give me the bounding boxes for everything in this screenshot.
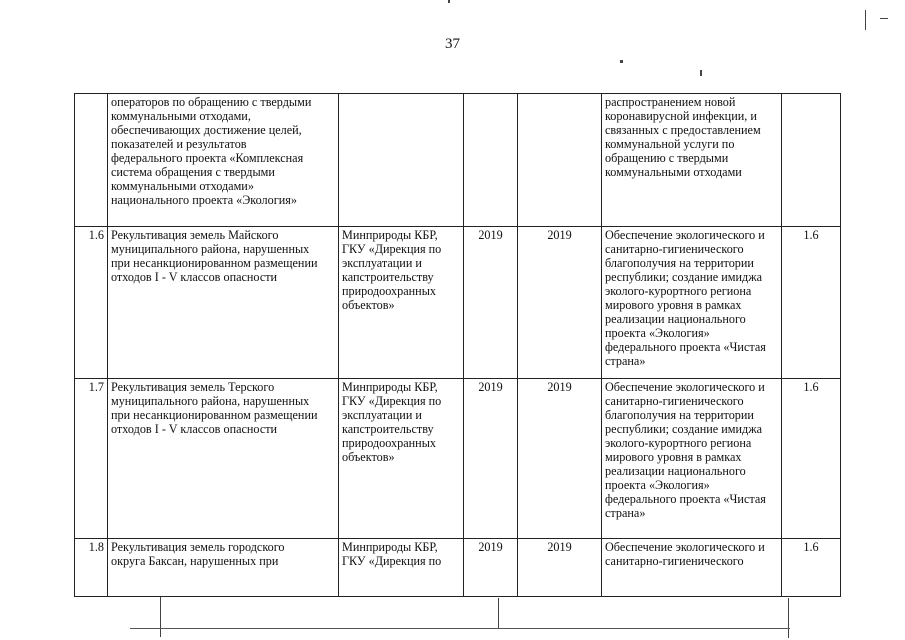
expected-result-line: мирового уровня в рамках (605, 298, 742, 312)
expected-result-line: эколого-курортного региона (605, 436, 752, 450)
scan-artifact-mark (160, 597, 161, 637)
expected-result-line: мирового уровня в рамках (605, 450, 742, 464)
expected-result-cell (602, 539, 782, 597)
executor-line: эксплуатации и (342, 408, 422, 422)
year-start: 2019 (464, 379, 518, 539)
table-row (75, 539, 841, 597)
measure-name-line: показателей и результатов (111, 137, 247, 151)
scan-artifact-mark (880, 18, 888, 19)
measure-name-cell (108, 94, 339, 227)
expected-result-line: эколого-курортного региона (605, 284, 752, 298)
executor-line: Минприроды КБР, (342, 380, 438, 394)
indicator-link (782, 94, 841, 227)
expected-result-line: Обеспечение экологического и (605, 380, 765, 394)
indicator-link: 1.6 (782, 539, 841, 597)
expected-result-cell (602, 227, 782, 379)
executor-line: ГКУ «Дирекция по (342, 394, 442, 408)
table-row (75, 94, 841, 227)
year-end: 2019 (518, 379, 602, 539)
measure-name-line: муниципального района, нарушенных (111, 394, 310, 408)
expected-result-line: обращению с твердыми (605, 151, 729, 165)
executor-line: объектов» (342, 298, 395, 312)
scan-artifact-mark (620, 60, 623, 63)
executor-line: капстроительству (342, 422, 434, 436)
measure-name-line: национального проекта «Экология» (111, 193, 297, 207)
expected-result-line: коронавирусной инфекции, и (605, 109, 757, 123)
measure-name-line: Рекультивация земель Майского (111, 228, 279, 242)
expected-result-line: проекта «Экология» (605, 326, 710, 340)
expected-result-line: санитарно-гигиенического (605, 394, 744, 408)
executor-line: капстроительству (342, 270, 434, 284)
measure-name-line: система обращения с твердыми (111, 165, 275, 179)
expected-result-line: коммунальными отходами (605, 165, 742, 179)
expected-result-line: страна» (605, 506, 646, 520)
indicator-link: 1.6 (782, 379, 841, 539)
expected-result-line: проекта «Экология» (605, 478, 710, 492)
executor-cell (339, 94, 464, 227)
indicator-link: 1.6 (782, 227, 841, 379)
scan-bottom-rule (130, 628, 790, 629)
expected-result-cell (602, 379, 782, 539)
executor-line: природоохранных (342, 436, 436, 450)
executor-cell (339, 379, 464, 539)
measure-name-line: коммунальными отходами» (111, 179, 254, 193)
executor-line: ГКУ «Дирекция по (342, 554, 442, 568)
row-number: 1.6 (75, 227, 108, 379)
expected-result-line: республики; создание имиджа (605, 422, 763, 436)
year-end: 2019 (518, 227, 602, 379)
executor-line: Минприроды КБР, (342, 540, 438, 554)
measure-name-line: федерального проекта «Комплексная (111, 151, 304, 165)
table-row (75, 379, 841, 539)
expected-result-line: федерального проекта «Чистая (605, 492, 766, 506)
scan-artifact-mark (448, 0, 450, 3)
measure-name-line: при несанкционированном размещении (111, 256, 318, 270)
expected-result-line: Обеспечение экологического и (605, 228, 765, 242)
page-number: 37 (445, 36, 460, 52)
scan-artifact-mark (700, 70, 702, 76)
year-start (464, 94, 518, 227)
expected-result-line: Обеспечение экологического и (605, 540, 765, 554)
scan-artifact-mark (498, 598, 499, 628)
expected-result-line: федерального проекта «Чистая (605, 340, 766, 354)
executor-line: Минприроды КБР, (342, 228, 438, 242)
row-number: 1.7 (75, 379, 108, 539)
executor-cell (339, 227, 464, 379)
measure-name-line: коммунальными отходами, (111, 109, 251, 123)
row-number: 1.8 (75, 539, 108, 597)
year-start: 2019 (464, 227, 518, 379)
measure-name-line: муниципального района, нарушенных (111, 242, 310, 256)
expected-result-line: связанных с предоставлением (605, 123, 761, 137)
measure-name-line: при несанкционированном размещении (111, 408, 318, 422)
measure-name-cell (108, 539, 339, 597)
measure-name-line: Рекультивация земель Терского (111, 380, 275, 394)
expected-result-line: санитарно-гигиенического (605, 554, 744, 568)
year-end: 2019 (518, 539, 602, 597)
measure-name-line: Рекультивация земель городского (111, 540, 285, 554)
row-number (75, 94, 108, 227)
expected-result-line: реализации национального (605, 464, 746, 478)
executor-cell (339, 539, 464, 597)
measure-name-cell (108, 379, 339, 539)
executor-line: природоохранных (342, 284, 436, 298)
expected-result-cell (602, 94, 782, 227)
measure-name-cell (108, 227, 339, 379)
table-row (75, 227, 841, 379)
expected-result-line: благополучия на территории (605, 256, 754, 270)
expected-result-line: страна» (605, 354, 646, 368)
measure-name-line: отходов I - V классов опасности (111, 270, 278, 284)
scan-artifact-mark (788, 598, 789, 638)
expected-result-line: коммунальной услуги по (605, 137, 735, 151)
expected-result-line: санитарно-гигиенического (605, 242, 744, 256)
year-end (518, 94, 602, 227)
scan-artifact-mark (865, 10, 866, 30)
expected-result-line: распространением новой (605, 95, 736, 109)
expected-result-line: реализации национального (605, 312, 746, 326)
measure-name-line: округа Баксан, нарушенных при (111, 554, 279, 568)
measure-name-line: операторов по обращению с твердыми (111, 95, 312, 109)
year-start: 2019 (464, 539, 518, 597)
executor-line: объектов» (342, 450, 395, 464)
program-table (74, 93, 841, 597)
executor-line: ГКУ «Дирекция по (342, 242, 442, 256)
expected-result-line: благополучия на территории (605, 408, 754, 422)
measure-name-line: отходов I - V классов опасности (111, 422, 278, 436)
expected-result-line: республики; создание имиджа (605, 270, 763, 284)
measure-name-line: обеспечивающих достижение целей, (111, 123, 302, 137)
executor-line: эксплуатации и (342, 256, 422, 270)
